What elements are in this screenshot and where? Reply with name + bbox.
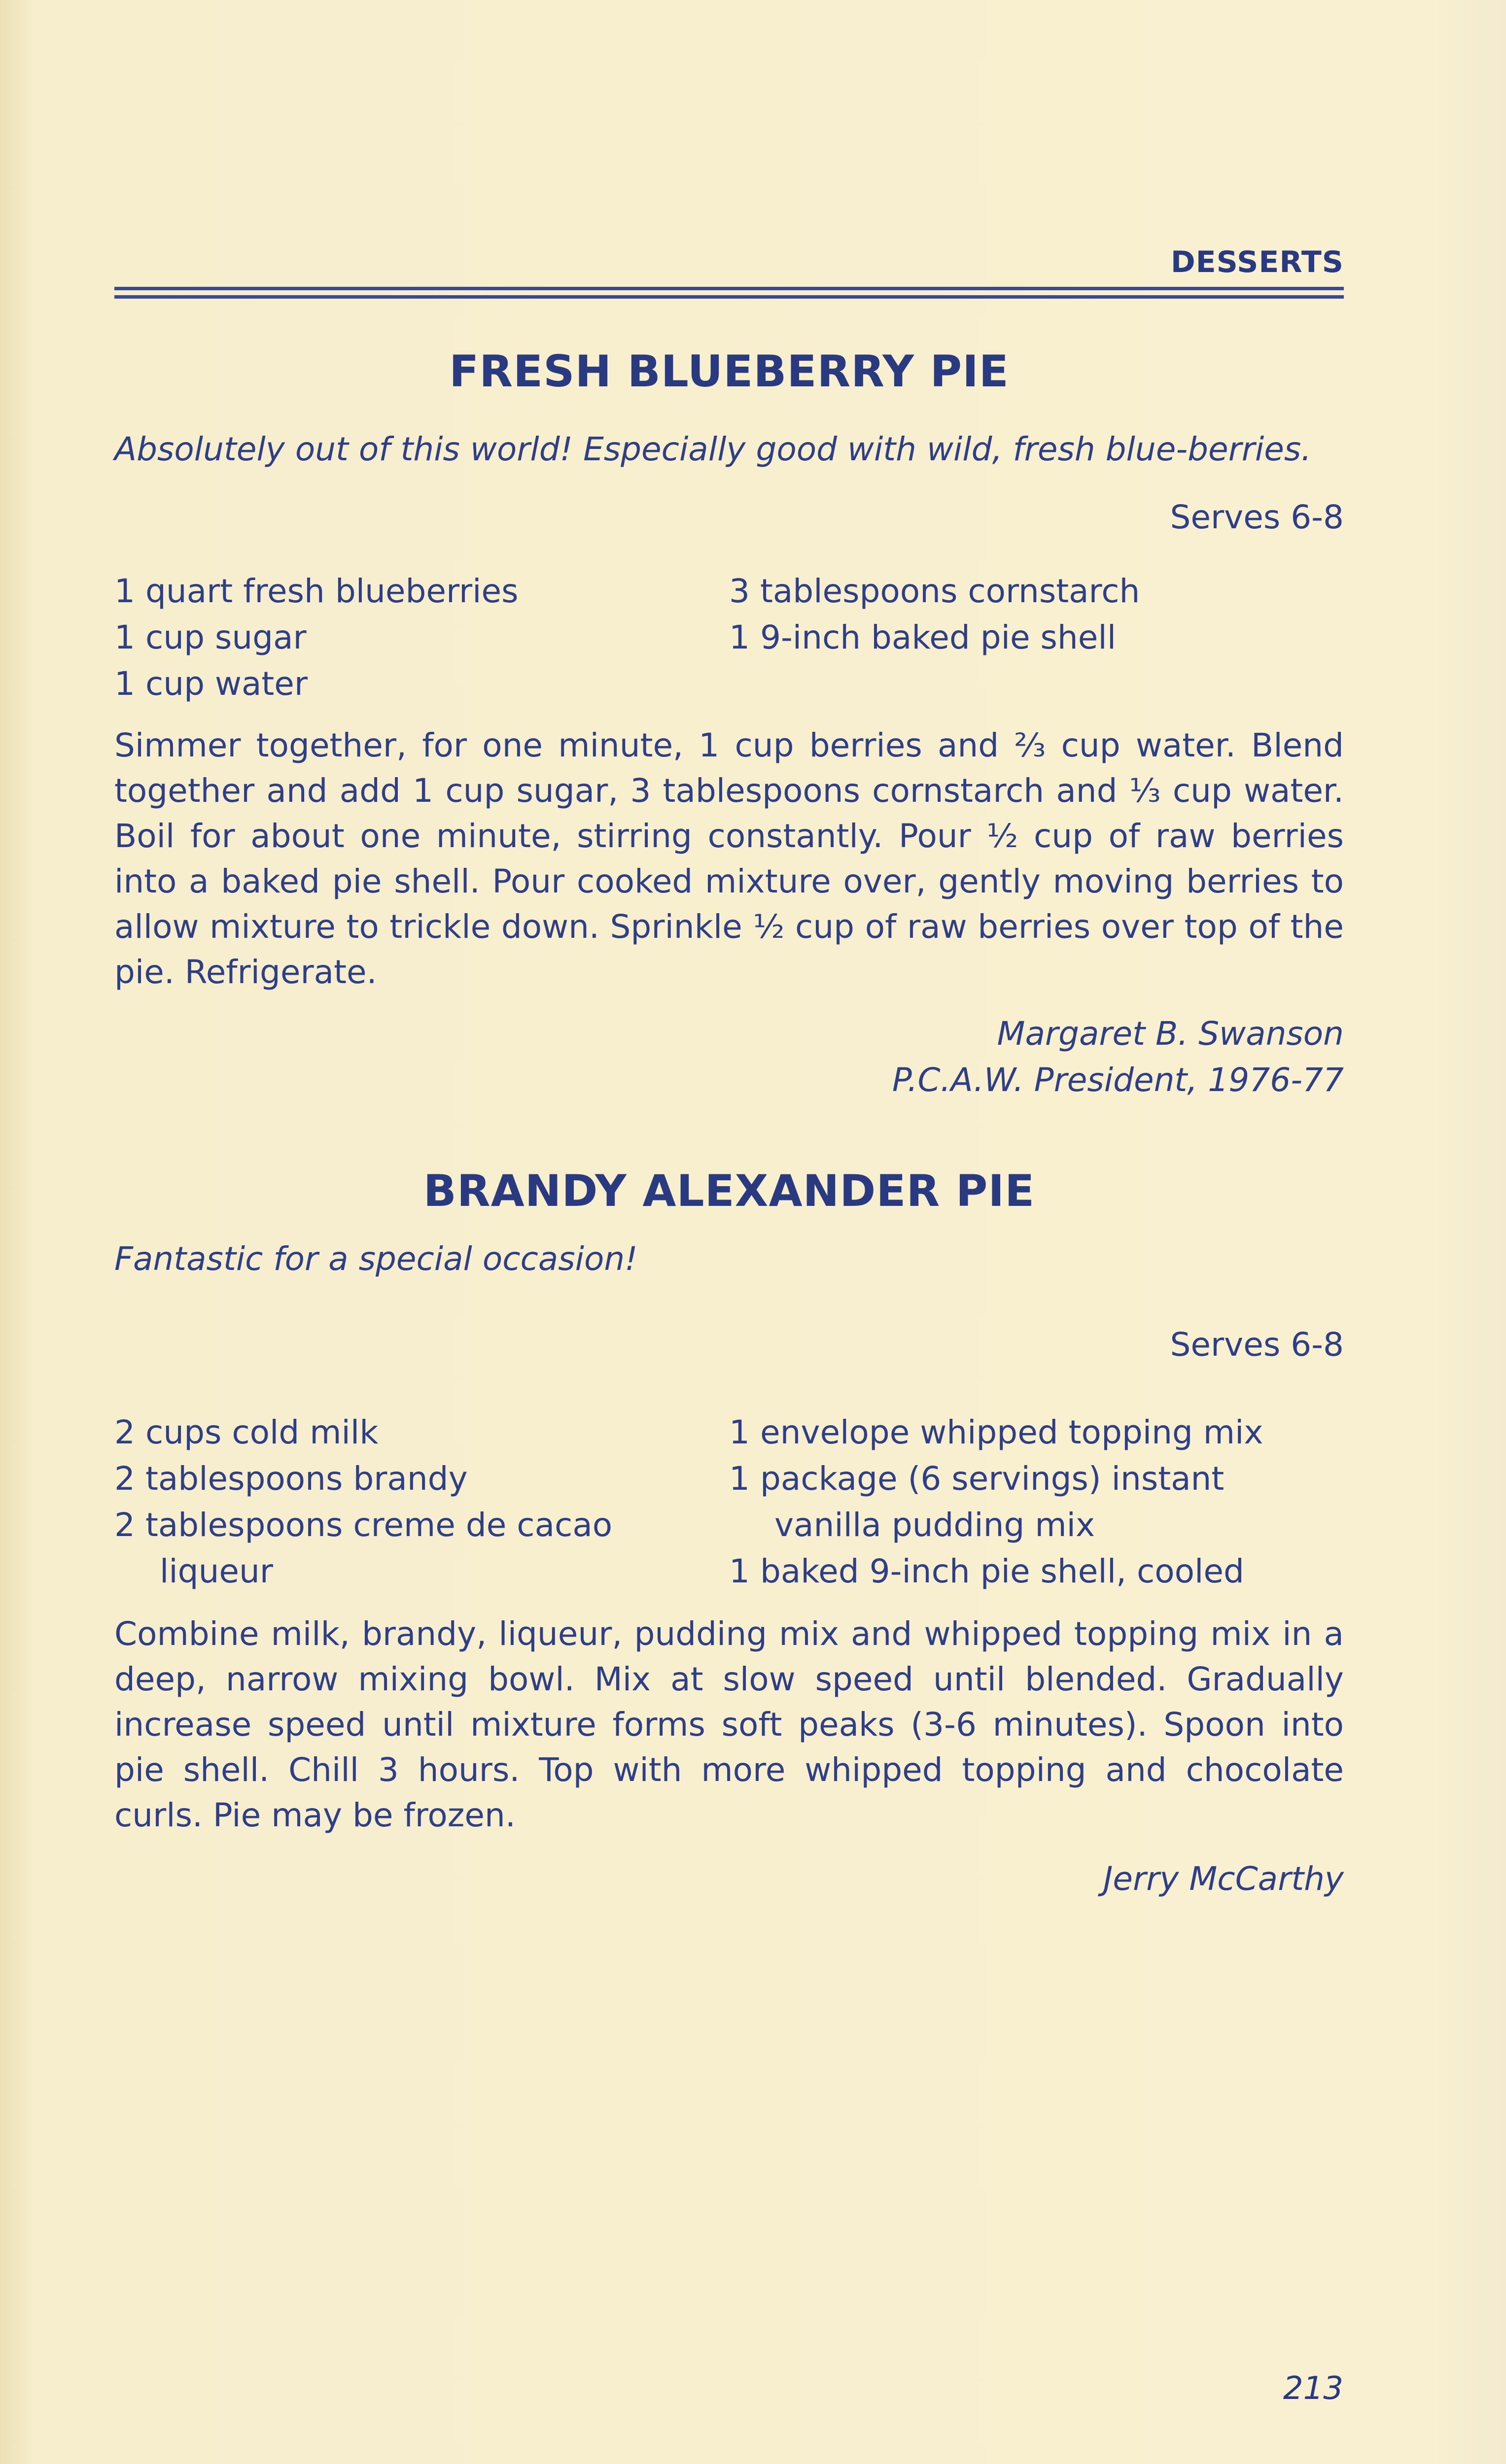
ingredient-item: 3 tablespoons cornstarch xyxy=(729,572,1140,610)
ingredient-item: 1 quart fresh blueberries xyxy=(114,572,519,610)
recipe-intro-brandy: Fantastic for a special occasion! xyxy=(114,1240,638,1278)
recipe-directions-brandy: Combine milk, brandy, liqueur, pudding mix and whipped topping mix in a deep, narrow mixing bowl. Mix at slow speed until blended. Gradually increase speed until mixture forms soft peaks (3-6 minutes). Spoon into pie shell. Chill 3 hours. Top with more whipped topping and chocolate curls. Pie may be frozen. xyxy=(114,1615,1344,1834)
header-double-rule xyxy=(114,287,1344,299)
credit-name: Margaret B. Swanson xyxy=(997,1015,1344,1053)
ingredient-list-brandy xyxy=(114,1409,1344,1595)
recipe-title-blueberry: FRESH BLUEBERRY PIE xyxy=(449,346,1009,397)
ingredient-item: 2 cups cold milk xyxy=(114,1413,379,1451)
section-header: DESSERTS xyxy=(1170,245,1344,279)
ingredient-column-left xyxy=(114,568,729,707)
ingredient-item: 1 package (6 servings) instant xyxy=(729,1460,1225,1498)
ingredient-item: 1 baked 9-inch pie shell, cooled xyxy=(729,1552,1244,1590)
ingredient-item: 1 cup sugar xyxy=(114,618,307,656)
ingredient-column-right xyxy=(729,568,1344,707)
recipe-directions-blueberry: Simmer together, for one minute, 1 cup berries and ⅔ cup water. Blend together and add 1 cup sugar, 3 tablespoons cornstarch and ⅓ cup water. Boil for about one minute, stirring constantly. Pour ½ cup of raw berries into a baked pie shell. Pour cooked mixture over, gently moving berries to allow mixture to trickle down. Sprinkle ½ cup of raw berries over top of the pie. Refrigerate. xyxy=(114,726,1344,991)
ingredient-column-right xyxy=(729,1409,1344,1595)
ingredient-item: 1 envelope whipped topping mix xyxy=(729,1413,1263,1451)
credit-name: Jerry McCarthy xyxy=(1103,1860,1344,1898)
ingredient-item: 1 9-inch baked pie shell xyxy=(729,618,1117,656)
ingredient-item: 1 cup water xyxy=(114,665,308,703)
ingredient-column-left xyxy=(114,1409,729,1595)
ingredient-item: 2 tablespoons brandy xyxy=(114,1460,468,1498)
recipe-credit-brandy xyxy=(114,1856,1344,1902)
page-number: 213 xyxy=(1283,2370,1343,2407)
page-content xyxy=(114,241,1344,1902)
recipe-title-brandy: BRANDY ALEXANDER PIE xyxy=(423,1165,1035,1216)
credit-title: P.C.A.W. President, 1976-77 xyxy=(892,1061,1344,1099)
recipe-intro-blueberry: Absolutely out of this world! Especially good with wild, fresh blue-berries. xyxy=(114,430,1312,468)
ingredient-item: vanilla pudding mix xyxy=(774,1506,1095,1544)
ingredient-item: 2 tablespoons creme de cacao xyxy=(114,1506,613,1544)
recipe-serves-blueberry: Serves 6-8 xyxy=(1170,498,1344,536)
ingredient-item: liqueur xyxy=(160,1552,273,1590)
recipe-serves-brandy: Serves 6-8 xyxy=(1170,1326,1344,1364)
ingredient-list-blueberry xyxy=(114,568,1344,707)
recipe-credit-blueberry xyxy=(114,1011,1344,1103)
